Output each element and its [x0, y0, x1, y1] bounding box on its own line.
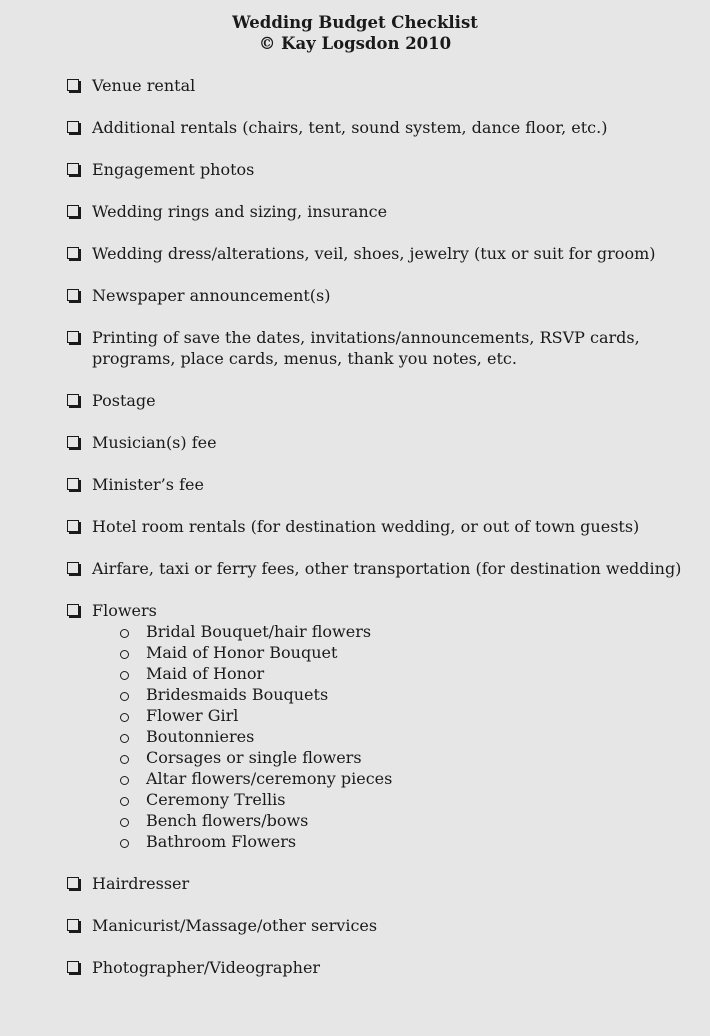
- sublist-item: [120, 663, 710, 684]
- checkbox-icon: [67, 562, 79, 574]
- checklist-item-label: Musician(s) fee: [92, 433, 217, 452]
- checklist-item: [66, 159, 706, 180]
- sublist-item-label: Boutonnieres: [146, 727, 255, 746]
- checklist-item: [66, 516, 706, 537]
- sublist-item-label: Altar flowers/ceremony pieces: [146, 769, 393, 788]
- checkbox-icon: [67, 436, 79, 448]
- circle-bullet-icon: [120, 692, 129, 701]
- checklist-item-label: Hairdresser: [92, 874, 190, 893]
- sublist-item: [120, 747, 710, 768]
- circle-bullet-icon: [120, 650, 129, 659]
- checklist-item-label: Flowers: [92, 601, 157, 620]
- sublist-item: [120, 810, 710, 831]
- circle-bullet-icon: [120, 797, 129, 806]
- checklist-item-label: Wedding rings and sizing, insurance: [92, 202, 388, 221]
- sublist-item-label: Bench flowers/bows: [146, 811, 309, 830]
- flower-sublist: [120, 621, 710, 852]
- checkbox-icon: [67, 121, 79, 133]
- checkbox-icon: [67, 79, 79, 91]
- sublist-item: [120, 621, 710, 642]
- circle-bullet-icon: [120, 734, 129, 743]
- checkbox-icon: [67, 604, 79, 616]
- checklist-item-label: Engagement photos: [92, 160, 255, 179]
- checklist-item: [66, 285, 706, 306]
- checklist-item-label: Venue rental: [92, 76, 196, 95]
- document-title: Wedding Budget Checklist: [232, 13, 478, 32]
- sublist-item: [120, 684, 710, 705]
- checkbox-icon: [67, 478, 79, 490]
- circle-bullet-icon: [120, 713, 129, 722]
- checkbox-icon: [67, 877, 79, 889]
- sublist-item: [120, 831, 710, 852]
- checklist-item-label: Photographer/Videographer: [92, 958, 321, 977]
- checklist-item: [66, 558, 706, 579]
- sublist-item-label: Bridesmaids Bouquets: [146, 685, 329, 704]
- checklist-item-label: Newspaper announcement(s): [92, 286, 331, 305]
- checklist-item: [66, 201, 706, 222]
- checkbox-icon: [67, 163, 79, 175]
- checklist-item: [66, 957, 706, 978]
- checklist-item-label: Airfare, taxi or ferry fees, other transportation (for destination wedding): [92, 559, 682, 578]
- checklist-item-label: Postage: [92, 391, 156, 410]
- circle-bullet-icon: [120, 671, 129, 680]
- checkbox-icon: [67, 289, 79, 301]
- circle-bullet-icon: [120, 629, 129, 638]
- checklist-item: [66, 243, 706, 264]
- checklist-item: [66, 327, 706, 369]
- checklist-item-label: Manicurist/Massage/other services: [92, 916, 378, 935]
- budget-checklist: [66, 75, 706, 999]
- sublist-item-label: Maid of Honor Bouquet: [146, 643, 338, 662]
- checklist-item: [66, 873, 706, 894]
- sublist-item-label: Flower Girl: [146, 706, 239, 725]
- checklist-item-label: Hotel room rentals (for destination wedding, or out of town guests): [92, 517, 640, 536]
- circle-bullet-icon: [120, 776, 129, 785]
- checklist-item: [66, 390, 706, 411]
- sublist-item: [120, 642, 710, 663]
- checkbox-icon: [67, 520, 79, 532]
- sublist-item-label: Maid of Honor: [146, 664, 265, 683]
- checkbox-icon: [67, 247, 79, 259]
- checklist-item-label: Additional rentals (chairs, tent, sound system, dance floor, etc.): [92, 118, 608, 137]
- checklist-item: [66, 117, 706, 138]
- checklist-item: [66, 474, 706, 495]
- checkbox-icon: [67, 331, 79, 343]
- checkbox-icon: [67, 961, 79, 973]
- checklist-item-label: Minister’s fee: [92, 475, 204, 494]
- sublist-item: [120, 726, 710, 747]
- checklist-item: [66, 600, 706, 852]
- checkbox-icon: [67, 205, 79, 217]
- checklist-item: [66, 432, 706, 453]
- sublist-item-label: Bathroom Flowers: [146, 832, 297, 851]
- sublist-item: [120, 705, 710, 726]
- checklist-item: [66, 75, 706, 96]
- circle-bullet-icon: [120, 839, 129, 848]
- circle-bullet-icon: [120, 818, 129, 827]
- checkbox-icon: [67, 394, 79, 406]
- checkbox-icon: [67, 919, 79, 931]
- sublist-item: [120, 768, 710, 789]
- sublist-item-label: Bridal Bouquet/hair flowers: [146, 622, 372, 641]
- checklist-item-label: Wedding dress/alterations, veil, shoes, jewelry (tux or suit for groom): [92, 244, 656, 263]
- checklist-item-label: Printing of save the dates, invitations/announcements, RSVP cards, programs, place cards, menus, thank you notes, etc.: [92, 328, 640, 368]
- circle-bullet-icon: [120, 755, 129, 764]
- checklist-item: [66, 915, 706, 936]
- document-copyright: © Kay Logsdon 2010: [258, 34, 452, 53]
- sublist-item: [120, 789, 710, 810]
- sublist-item-label: Corsages or single flowers: [146, 748, 362, 767]
- sublist-item-label: Ceremony Trellis: [146, 790, 286, 809]
- document-header: [0, 12, 710, 54]
